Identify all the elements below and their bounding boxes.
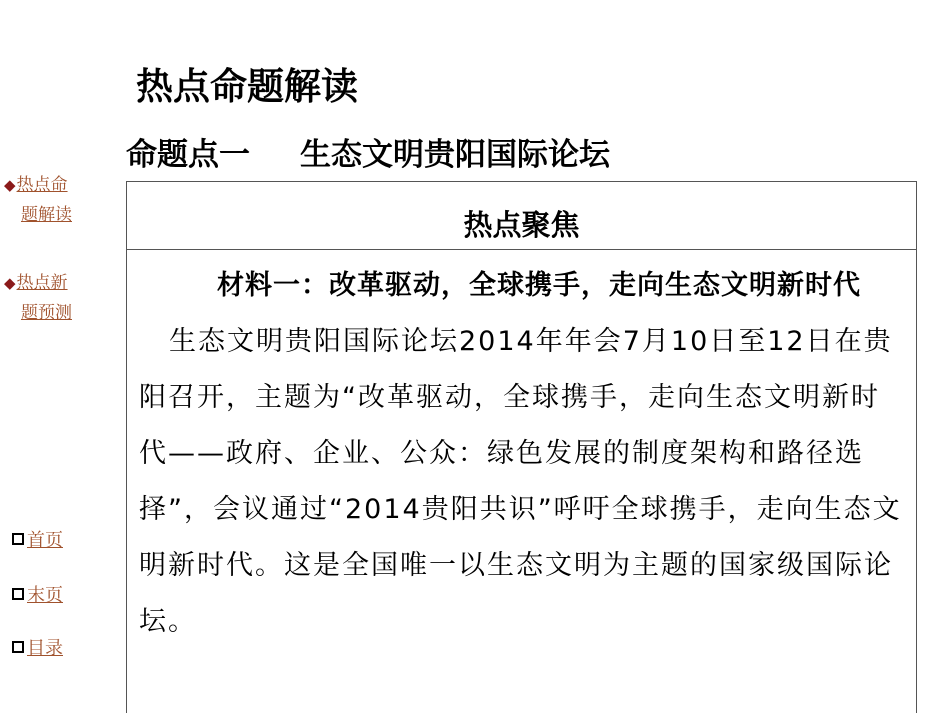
point-topic: 生态文明贵阳国际论坛 (300, 137, 610, 173)
square-icon (12, 533, 24, 545)
point-label: 命题点一 (126, 137, 250, 173)
square-icon (12, 641, 24, 653)
diamond-icon: ◆ (4, 176, 16, 194)
material-text: 生态文明贵阳国际论坛2014年年会7月10日至12日在贵阳召开，主题为“改革驱动，全球携手，走向生态文明新时代——政府、企业、公众：绿色发展的制度架构和路径选择”，会议通过“2014贵阳共识”呼吁全球携手，走向生态文明新时代。这是全国唯一以生态文明为主题的国家级国际论坛。 (139, 326, 902, 637)
content-panel (126, 181, 917, 713)
contents-link[interactable]: 目录 (27, 638, 63, 659)
nav-link-hot-topics-line2[interactable]: 题解读 (21, 205, 72, 225)
nav-link-predictions-line1[interactable]: 热点新 (16, 273, 68, 293)
square-icon (12, 588, 24, 600)
nav-last[interactable] (12, 581, 63, 611)
last-page-link[interactable]: 末页 (27, 585, 63, 606)
nav-item-new-predictions[interactable] (4, 268, 82, 328)
diamond-icon: ◆ (4, 274, 16, 292)
nav-item-hot-topics[interactable] (4, 170, 82, 230)
nav-link-hot-topics-line1[interactable]: 热点命 (16, 175, 68, 195)
material-heading: 材料一：改革驱动，全球携手，走向生态文明新时代 (217, 270, 861, 301)
section-subtitle (126, 134, 610, 176)
nav-link-predictions-line2[interactable]: 题预测 (21, 303, 72, 323)
panel-header: 热点聚焦 (127, 182, 916, 250)
nav-home[interactable] (12, 526, 63, 556)
home-link[interactable]: 首页 (27, 530, 63, 551)
nav-contents[interactable] (12, 634, 63, 664)
panel-body[interactable] (127, 250, 916, 650)
page-title: 热点命题解读 (136, 65, 358, 108)
